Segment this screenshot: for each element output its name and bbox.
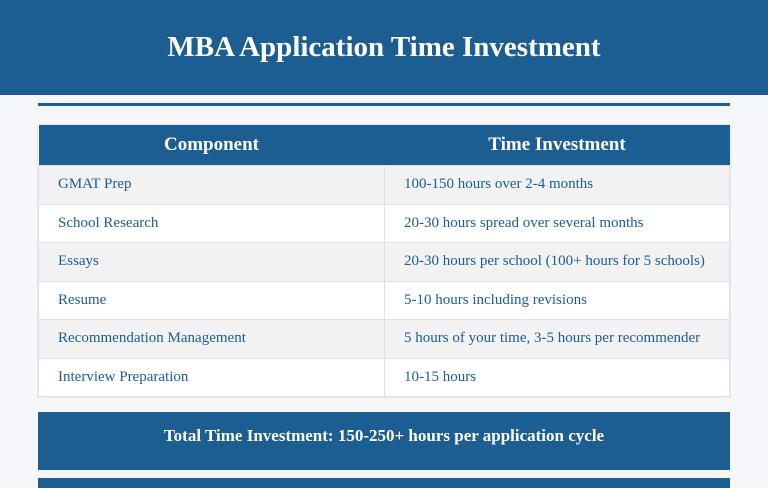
column-header: Component <box>39 125 385 166</box>
column-header: Time Investment <box>385 125 730 166</box>
time-cell: 5-10 hours including revisions <box>385 281 730 320</box>
table-header-row <box>39 125 730 166</box>
component-cell: GMAT Prep <box>39 166 385 205</box>
time-cell: 10-15 hours <box>385 358 730 397</box>
table-row <box>39 243 730 282</box>
time-table <box>38 125 730 397</box>
table-row <box>39 358 730 397</box>
page-title: MBA Application Time Investment <box>0 0 768 95</box>
time-cell: 20-30 hours spread over several months <box>385 204 730 243</box>
time-cell: 100-150 hours over 2-4 months <box>385 166 730 205</box>
total-banner: Total Time Investment: 150-250+ hours per application cycle <box>38 412 730 470</box>
component-cell: Interview Preparation <box>39 358 385 397</box>
table-row <box>39 320 730 359</box>
component-cell: Essays <box>39 243 385 282</box>
table-row <box>39 204 730 243</box>
component-cell: School Research <box>39 204 385 243</box>
component-cell: Resume <box>39 281 385 320</box>
time-cell: 5 hours of your time, 3-5 hours per recommender <box>385 320 730 359</box>
component-cell: Recommendation Management <box>39 320 385 359</box>
table-row <box>39 166 730 205</box>
table-row <box>39 281 730 320</box>
divider <box>38 103 730 106</box>
time-cell: 20-30 hours per school (100+ hours for 5 schools) <box>385 243 730 282</box>
